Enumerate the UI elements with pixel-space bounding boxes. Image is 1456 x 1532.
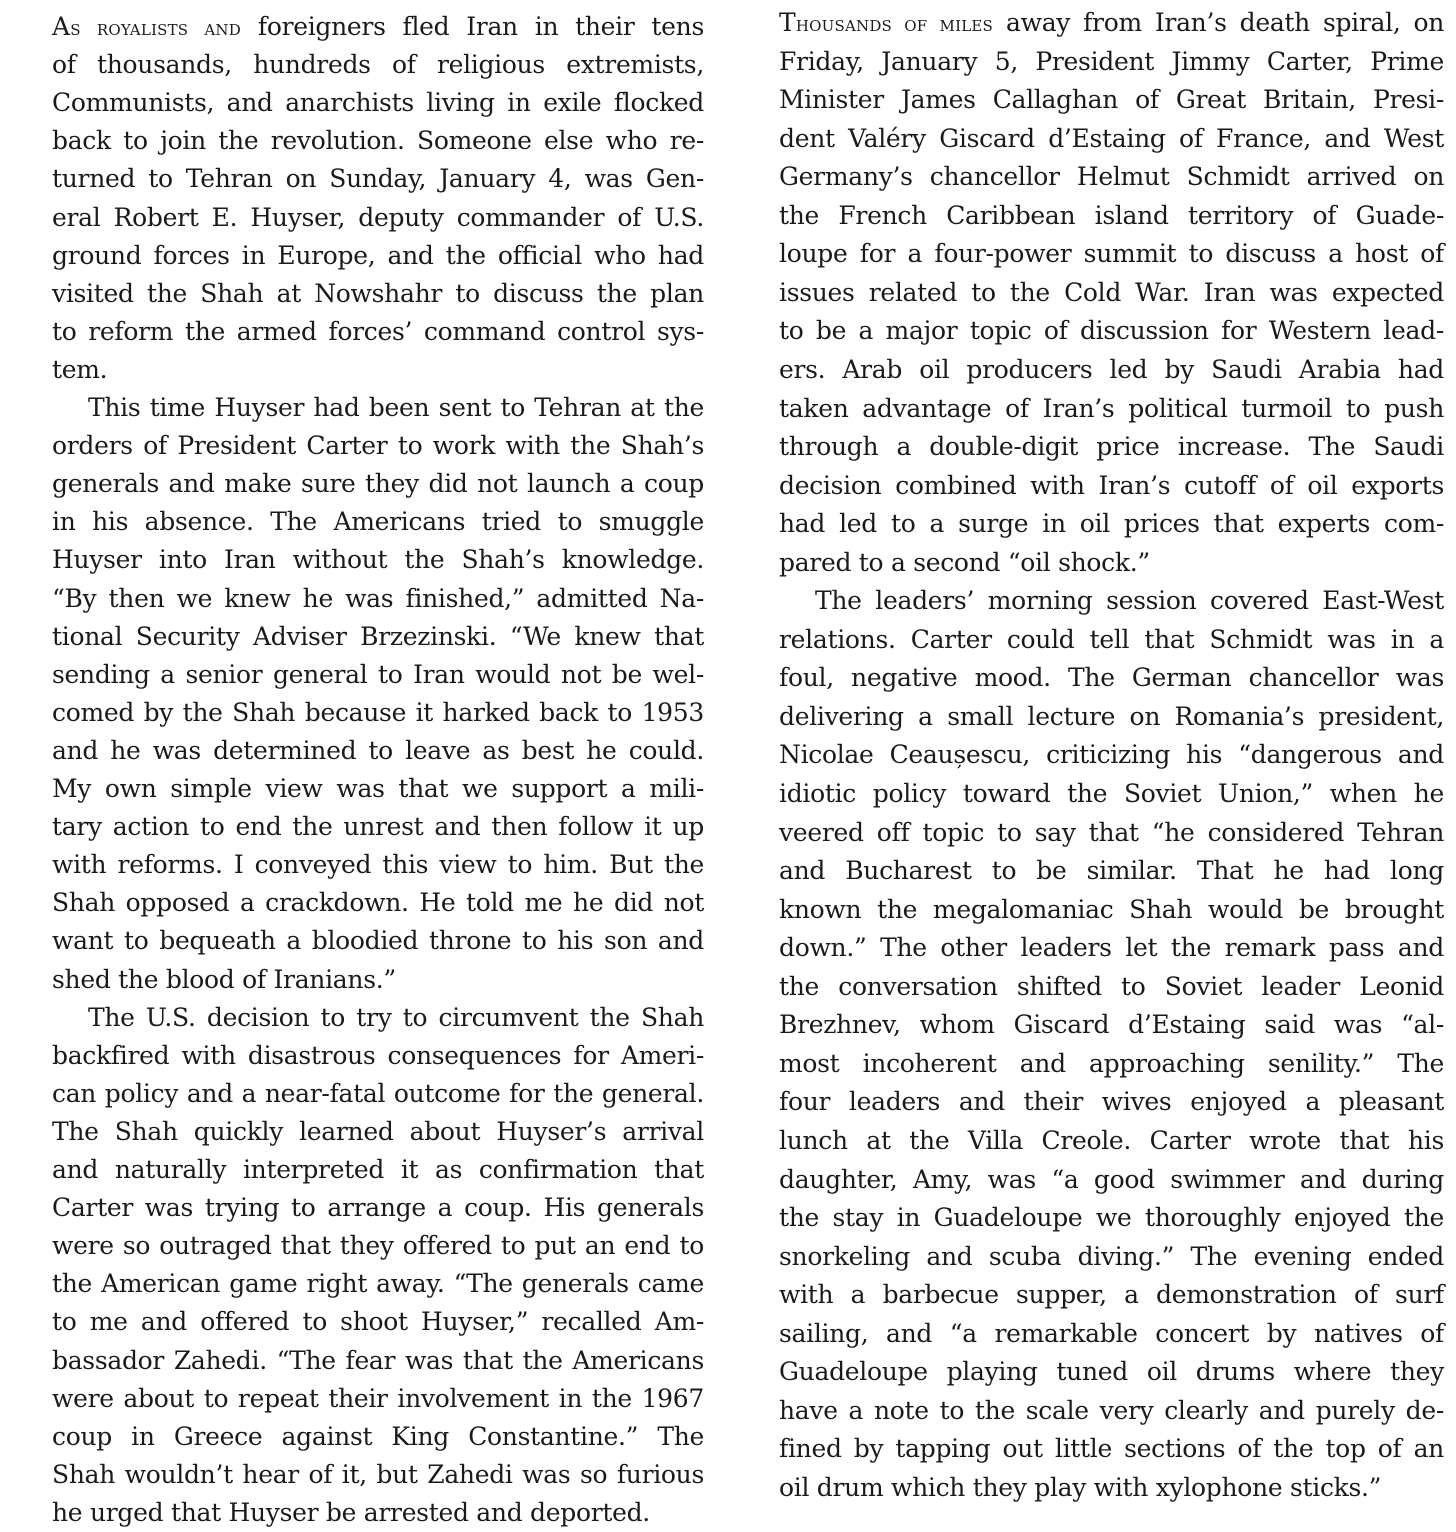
line-text: comed by the Shah because it harked back to 1953	[52, 698, 704, 727]
line-text: generals and make sure they did not launch a coup	[52, 469, 704, 498]
line-text: dent Valéry Giscard d’Estaing of France, and West	[779, 124, 1444, 153]
text-line	[52, 8, 704, 46]
line-text: with reforms. I conveyed this view to him. But the	[52, 850, 704, 879]
line-text: delivering a small lecture on Romania’s president,	[779, 702, 1444, 731]
line-text: through a double-digit price increase. The Saudi	[779, 432, 1444, 461]
line-text: back to join the revolution. Someone else who re-	[52, 126, 704, 155]
line-text: sending a senior general to Iran would not be wel-	[52, 660, 704, 689]
line-text: Nicolae Ceaușescu, criticizing his “dangerous and	[779, 740, 1444, 769]
text-line	[52, 275, 704, 313]
line-text: to me and offered to shoot Huyser,” recalled Am-	[52, 1307, 704, 1336]
text-line	[52, 199, 704, 237]
line-text: shed the blood of Iranians.”	[52, 965, 396, 994]
text-line	[779, 1161, 1444, 1199]
line-text: known the megalomaniac Shah would be brought	[779, 895, 1444, 924]
text-line	[779, 1199, 1444, 1237]
text-line	[779, 390, 1444, 428]
text-line	[52, 1189, 704, 1227]
line-text: snorkeling and scuba diving.” The evening ended	[779, 1242, 1444, 1271]
text-line	[52, 351, 704, 389]
text-line	[779, 929, 1444, 967]
text-line	[779, 1353, 1444, 1391]
line-text: had led to a surge in oil prices that experts com-	[779, 509, 1444, 538]
line-text: veered off topic to say that “he considered Tehran	[779, 818, 1444, 847]
line-text: can policy and a near-fatal outcome for the general.	[52, 1079, 704, 1108]
text-line	[779, 1469, 1444, 1507]
line-text: have a note to the scale very clearly and purely de-	[779, 1396, 1444, 1425]
text-line	[779, 544, 1444, 582]
text-line	[52, 656, 704, 694]
text-line	[779, 582, 1444, 620]
text-line	[52, 846, 704, 884]
line-text: to reform the armed forces’ command control sys-	[52, 317, 704, 346]
line-text: down.” The other leaders let the remark pass and	[779, 933, 1444, 962]
text-line	[52, 884, 704, 922]
text-line	[779, 4, 1444, 42]
line-text: and naturally interpreted it as confirmation that	[52, 1155, 704, 1184]
text-line	[779, 1430, 1444, 1468]
text-line	[52, 694, 704, 732]
line-text: to be a major topic of discussion for Western lead-	[779, 316, 1444, 345]
text-line	[779, 1315, 1444, 1353]
text-line	[52, 541, 704, 579]
line-text: visited the Shah at Nowshahr to discuss the plan	[52, 279, 704, 308]
line-text: away from Iran’s death spiral, on	[1006, 8, 1444, 37]
line-text: backfired with disastrous consequences for Ameri-	[52, 1041, 704, 1070]
line-text: ground forces in Europe, and the official who had	[52, 241, 704, 270]
line-text: orders of President Carter to work with the Shah’s	[52, 431, 704, 460]
line-text: The U.S. decision to try to circumvent the Shah	[88, 1003, 704, 1032]
text-line	[779, 621, 1444, 659]
line-text: and Bucharest to be similar. That he had long	[779, 856, 1444, 885]
text-line	[779, 312, 1444, 350]
text-line	[52, 237, 704, 275]
text-line	[52, 1456, 704, 1494]
lead-in-small-caps: Thousands of miles	[779, 8, 994, 37]
text-line	[52, 465, 704, 503]
line-text: fined by tapping out little sections of the top of an	[779, 1434, 1444, 1463]
text-line	[52, 503, 704, 541]
text-line	[52, 84, 704, 122]
line-text: Germany’s chancellor Helmut Schmidt arrived on	[779, 162, 1444, 191]
text-line	[779, 43, 1444, 81]
text-line	[779, 351, 1444, 389]
text-line	[52, 1265, 704, 1303]
text-line	[779, 891, 1444, 929]
line-text: the conversation shifted to Soviet leader Leonid	[779, 972, 1444, 1001]
line-text: idiotic policy toward the Soviet Union,” when he	[779, 779, 1444, 808]
text-line	[52, 122, 704, 160]
text-line	[52, 1227, 704, 1265]
text-line	[779, 235, 1444, 273]
line-text: Carter was trying to arrange a coup. His generals	[52, 1193, 704, 1222]
text-line	[52, 1303, 704, 1341]
line-text: with a barbecue supper, a demonstration of surf	[779, 1280, 1444, 1309]
line-text: loupe for a four-power summit to discuss a host of	[779, 239, 1444, 268]
line-text: want to bequeath a bloodied throne to his son and	[52, 926, 704, 955]
text-line	[52, 1494, 704, 1532]
text-line	[779, 1045, 1444, 1083]
line-text: This time Huyser had been sent to Tehran at the	[88, 393, 704, 422]
line-text: Brezhnev, whom Giscard d’Estaing said was “al-	[779, 1010, 1444, 1039]
text-line	[779, 1238, 1444, 1276]
line-text: were so outraged that they offered to put an end to	[52, 1231, 704, 1260]
line-text: four leaders and their wives enjoyed a pleasant	[779, 1087, 1444, 1116]
text-line	[779, 659, 1444, 697]
text-line	[52, 389, 704, 427]
line-text: My own simple view was that we support a mili-	[52, 774, 704, 803]
text-line	[52, 922, 704, 960]
text-line	[779, 1083, 1444, 1121]
text-line	[779, 852, 1444, 890]
line-text: foreigners fled Iran in their tens	[257, 12, 704, 41]
line-text: bassador Zahedi. “The fear was that the Americans	[52, 1346, 704, 1375]
text-line	[779, 775, 1444, 813]
line-text: Shah opposed a crackdown. He told me he did not	[52, 888, 704, 917]
line-text: most incoherent and approaching senility.” The	[779, 1049, 1444, 1078]
text-line	[52, 618, 704, 656]
line-text: “By then we knew he was finished,” admitted Na-	[52, 584, 704, 613]
text-line	[52, 1380, 704, 1418]
line-text: lunch at the Villa Creole. Carter wrote that his	[779, 1126, 1444, 1155]
line-text: in his absence. The Americans tried to smuggle	[52, 507, 704, 536]
line-text: pared to a second “oil shock.”	[779, 548, 1150, 577]
line-text: The Shah quickly learned about Huyser’s arrival	[52, 1117, 704, 1146]
text-line	[52, 961, 704, 999]
text-line	[779, 1276, 1444, 1314]
line-text: coup in Greece against King Constantine.” The	[52, 1422, 704, 1451]
line-text: oil drum which they play with xylophone sticks.”	[779, 1473, 1382, 1502]
line-text: tary action to end the unrest and then follow it up	[52, 812, 704, 841]
line-text: The leaders’ morning session covered East-West	[815, 586, 1444, 615]
line-text: Minister James Callaghan of Great Britain, Presi-	[779, 85, 1444, 114]
line-text: of thousands, hundreds of religious extremists,	[52, 50, 704, 79]
line-text: eral Robert E. Huyser, deputy commander of U.S.	[52, 203, 704, 232]
text-line	[779, 505, 1444, 543]
line-text: Friday, January 5, President Jimmy Carter, Prime	[779, 47, 1444, 76]
line-text: Communists, and anarchists living in exile flocked	[52, 88, 704, 117]
text-line	[779, 698, 1444, 736]
text-line	[779, 120, 1444, 158]
text-line	[52, 999, 704, 1037]
text-line	[779, 968, 1444, 1006]
text-line	[52, 770, 704, 808]
text-line	[52, 46, 704, 84]
text-line	[779, 158, 1444, 196]
text-line	[779, 1122, 1444, 1160]
text-line	[779, 197, 1444, 235]
line-text: decision combined with Iran’s cutoff of oil exports	[779, 471, 1444, 500]
text-line	[779, 1006, 1444, 1044]
text-line	[52, 732, 704, 770]
text-line	[779, 814, 1444, 852]
text-line	[52, 1037, 704, 1075]
line-text: he urged that Huyser be arrested and deported.	[52, 1498, 650, 1527]
line-text: foul, negative mood. The German chancellor was	[779, 663, 1444, 692]
text-line	[52, 808, 704, 846]
text-line	[779, 736, 1444, 774]
text-line	[779, 274, 1444, 312]
text-line	[52, 427, 704, 465]
line-text: were about to repeat their involvement in the 1967	[52, 1384, 704, 1413]
text-line	[52, 580, 704, 618]
text-line	[779, 1392, 1444, 1430]
line-text: the American game right away. “The generals came	[52, 1269, 704, 1298]
text-line	[52, 1342, 704, 1380]
line-text: tem.	[52, 355, 108, 384]
text-line	[779, 81, 1444, 119]
line-text: the stay in Guadeloupe we thoroughly enjoyed the	[779, 1203, 1444, 1232]
text-line	[779, 428, 1444, 466]
line-text: ers. Arab oil producers led by Saudi Arabia had	[779, 355, 1444, 384]
text-line	[52, 160, 704, 198]
line-text: sailing, and “a remarkable concert by natives of	[779, 1319, 1444, 1348]
line-text: Huyser into Iran without the Shah’s knowledge.	[52, 545, 704, 574]
line-text: Shah wouldn’t hear of it, but Zahedi was so furious	[52, 1460, 704, 1489]
line-text: daughter, Amy, was “a good swimmer and during	[779, 1165, 1444, 1194]
line-text: Guadeloupe playing tuned oil drums where they	[779, 1357, 1444, 1386]
text-line	[52, 313, 704, 351]
lead-in-small-caps: As royalists and	[52, 12, 241, 41]
line-text: turned to Tehran on Sunday, January 4, was Gen-	[52, 164, 704, 193]
line-text: tional Security Adviser Brzezinski. “We knew that	[52, 622, 704, 651]
text-line	[52, 1075, 704, 1113]
line-text: taken advantage of Iran’s political turmoil to push	[779, 394, 1444, 423]
text-line	[52, 1151, 704, 1189]
line-text: the French Caribbean island territory of Guade-	[779, 201, 1444, 230]
line-text: relations. Carter could tell that Schmidt was in a	[779, 625, 1444, 654]
text-line	[52, 1113, 704, 1151]
line-text: and he was determined to leave as best he could.	[52, 736, 704, 765]
line-text: issues related to the Cold War. Iran was expected	[779, 278, 1444, 307]
text-line	[779, 467, 1444, 505]
text-line	[52, 1418, 704, 1456]
